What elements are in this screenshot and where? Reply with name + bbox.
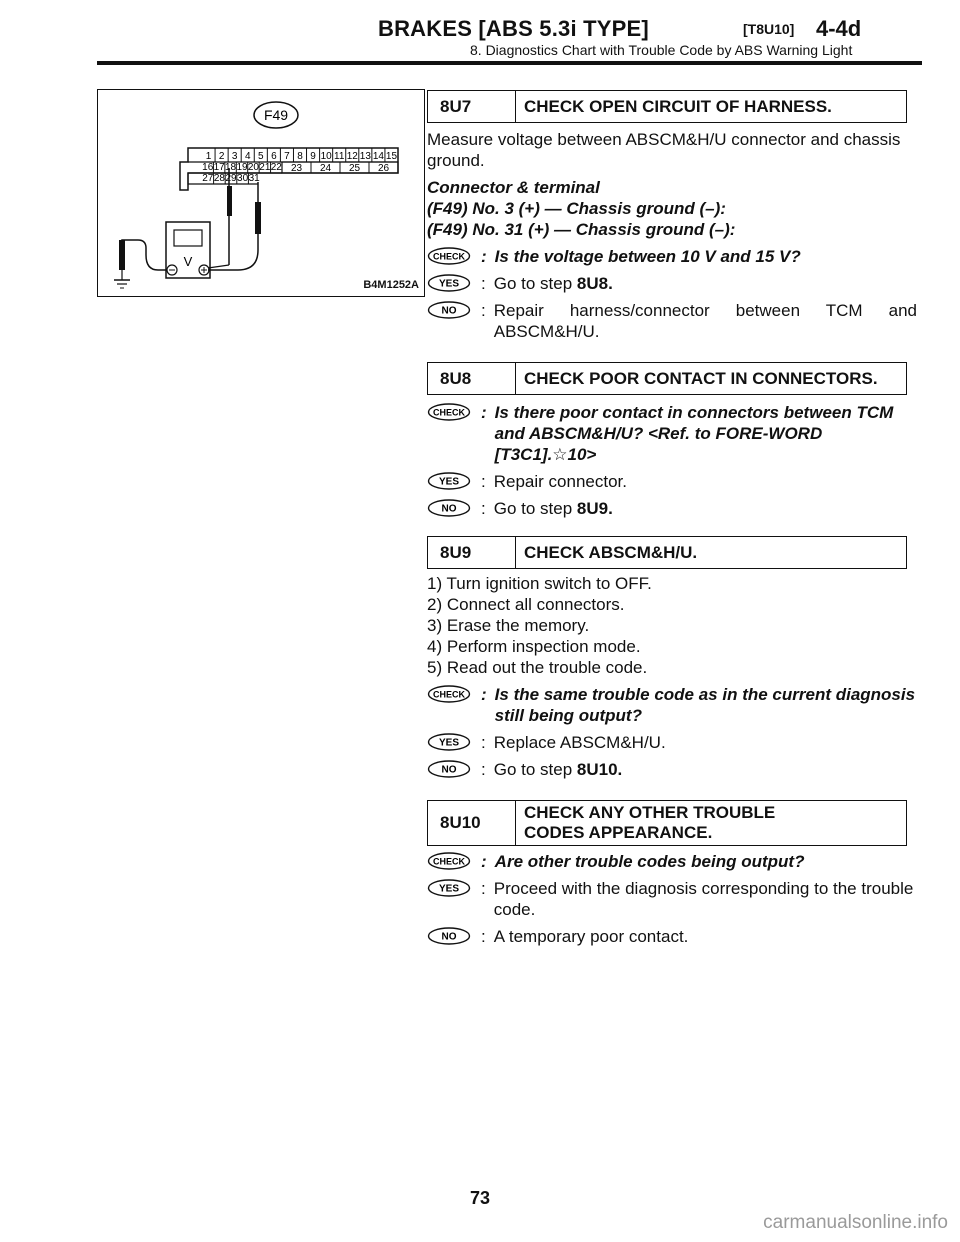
yes-row: YES : Go to step 8U8. xyxy=(427,273,917,294)
no-action: Go to step xyxy=(493,760,577,779)
connector-terminal-label: Connector & terminal xyxy=(427,178,600,197)
connector-pin-number: 24 xyxy=(319,163,332,174)
svg-text:CHECK: CHECK xyxy=(432,689,466,700)
yes-badge-icon xyxy=(427,733,471,751)
connector-pin-number: 27 xyxy=(202,173,214,184)
svg-text:CHECK: CHECK xyxy=(432,407,466,418)
list-item: 5) Read out the trouble code. xyxy=(427,658,648,677)
svg-text:NO: NO xyxy=(441,305,457,317)
connector-pin-number: 21 xyxy=(259,162,271,173)
step-number: 8U9 xyxy=(428,537,516,568)
connector-pin-number: 12 xyxy=(346,151,358,162)
list-item: 4) Perform inspection mode. xyxy=(427,637,641,656)
connector-pin-number: 14 xyxy=(372,151,384,162)
connector-pin-number: 9 xyxy=(310,151,316,162)
connector-pin-number: 8 xyxy=(297,151,303,162)
list-item: 1) Turn ignition switch to OFF. xyxy=(427,574,652,593)
yes-row: YES : Replace ABSCM&H/U. xyxy=(427,732,917,753)
svg-text:YES: YES xyxy=(438,476,460,488)
check-question: Are other trouble codes being output? xyxy=(494,852,805,871)
connector-pin-number: 5 xyxy=(258,151,264,162)
connector-pin-number: 15 xyxy=(385,151,398,162)
no-target: 8U9. xyxy=(576,499,613,518)
no-row: NO : A temporary poor contact. xyxy=(427,926,917,947)
connector-pin-number: 11 xyxy=(334,151,345,162)
no-action: Go to step xyxy=(493,499,577,518)
step-number: 8U10 xyxy=(428,801,516,845)
connector-pin-number: 18 xyxy=(225,162,237,173)
section-subtitle: 8. Diagnostics Chart with Trouble Code by ABS Warning Light xyxy=(470,42,853,58)
step-title: CHECK OPEN CIRCUIT OF HARNESS. xyxy=(524,96,832,116)
connector-pin-number: 2 xyxy=(218,151,225,162)
step-title: CHECK POOR CONTACT IN CONNECTORS. xyxy=(524,368,878,388)
procedure-list xyxy=(427,573,917,678)
check-question: Is the same trouble code as in the current diagnosis still being output? xyxy=(494,685,916,725)
connector-pin-number: 23 xyxy=(290,163,303,174)
connector-pin-number: 25 xyxy=(348,163,361,174)
header-rule xyxy=(97,61,922,65)
connector-pin-number: 29 xyxy=(225,173,237,184)
connector-pin-number: 6 xyxy=(271,151,277,162)
connector-pin-number: 26 xyxy=(377,163,390,174)
step-8u9 xyxy=(427,536,917,780)
check-row: CHECK : Is the same trouble code as in the current diagnosis still being output? xyxy=(427,684,917,726)
connector-diagram xyxy=(97,89,425,297)
check-badge-icon xyxy=(427,247,471,265)
connector-pin-number: 1 xyxy=(205,151,212,162)
no-action: A temporary poor contact. xyxy=(493,927,689,946)
step-8u10 xyxy=(427,800,917,947)
step-8u8 xyxy=(427,362,917,519)
yes-action: Repair connector. xyxy=(493,472,627,491)
no-badge-icon xyxy=(427,301,471,319)
connector-pin-number: 16 xyxy=(202,162,214,173)
connector-pin-number: 7 xyxy=(284,151,290,162)
check-row: CHECK : Is the voltage between 10 V and 15 V? xyxy=(427,246,917,267)
no-target: 8U10. xyxy=(576,760,623,779)
yes-action: Go to step xyxy=(493,274,577,293)
step-number: 8U7 xyxy=(428,91,516,122)
svg-text:CHECK: CHECK xyxy=(432,251,466,262)
watermark: carmanualsonline.info xyxy=(763,1212,948,1233)
connector-pin-number: 22 xyxy=(270,162,282,173)
connector-pin-number: 19 xyxy=(236,162,248,173)
connector-pin-number: 30 xyxy=(237,173,249,184)
check-badge-icon xyxy=(427,852,471,870)
check-row: CHECK : Is there poor contact in connectors between TCM and ABSCM&H/U? <Ref. to FORE-WORD [T3C1].☆10> xyxy=(427,402,917,465)
meter-v-label: V xyxy=(183,254,193,269)
no-row: NO : Go to step 8U9. xyxy=(427,498,917,519)
connector-diagram-drawing xyxy=(98,90,424,296)
step-title: CHECK ANY OTHER TROUBLE CODES APPEARANCE. xyxy=(524,803,776,842)
yes-action: Proceed with the diagnosis corresponding to the trouble code. xyxy=(493,879,914,919)
svg-text:YES: YES xyxy=(438,737,460,749)
yes-row: YES : Repair connector. xyxy=(427,471,917,492)
check-badge-icon xyxy=(427,685,471,703)
connector-pin-number: 10 xyxy=(320,151,332,162)
yes-action: Replace ABSCM&H/U. xyxy=(493,733,666,752)
check-row: CHECK : Are other trouble codes being output? xyxy=(427,851,917,872)
svg-text:NO: NO xyxy=(441,503,457,515)
step-title: CHECK ABSCM&H/U. xyxy=(524,542,698,562)
step-8u7 xyxy=(427,90,917,342)
yes-target: 8U8. xyxy=(576,274,613,293)
connector-pin-number: 13 xyxy=(359,151,371,162)
step-number: 8U8 xyxy=(428,363,516,394)
no-badge-icon xyxy=(427,760,471,778)
list-item: 3) Erase the memory. xyxy=(427,616,590,635)
page-number: 73 xyxy=(469,1188,491,1208)
page-header xyxy=(0,0,960,70)
yes-row: YES : Proceed with the diagnosis corresponding to the trouble code. xyxy=(427,878,917,920)
no-row: NO : Go to step 8U10. xyxy=(427,759,917,780)
no-badge-icon xyxy=(427,927,471,945)
list-item: 2) Connect all connectors. xyxy=(427,595,625,614)
connector-terminal-line: (F49) No. 3 (+) — Chassis ground (–): xyxy=(427,199,726,218)
yes-badge-icon xyxy=(427,274,471,292)
connector-pin-number: 3 xyxy=(231,151,238,162)
connector-terminal-line: (F49) No. 31 (+) — Chassis ground (–): xyxy=(427,220,736,239)
svg-text:CHECK: CHECK xyxy=(432,856,466,867)
section-title: BRAKES [ABS 5.3i TYPE] xyxy=(378,16,649,41)
svg-text:NO: NO xyxy=(441,931,457,943)
check-question: Is the voltage between 10 V and 15 V? xyxy=(494,247,801,266)
check-question: Is there poor contact in connectors between TCM and ABSCM&H/U? <Ref. to FORE-WORD [T3C1].☆10> xyxy=(494,403,894,464)
yes-badge-icon xyxy=(427,879,471,897)
section-page-number: 4-4d xyxy=(816,16,862,41)
figure-code: B4M1252A xyxy=(363,279,419,291)
no-row: NO : Repair harness/connector between TCM and ABSCM&H/U. xyxy=(427,300,917,342)
connector-pin-number: 28 xyxy=(213,173,225,184)
step-header xyxy=(427,800,907,846)
step-header xyxy=(427,536,907,569)
yes-badge-icon xyxy=(427,472,471,490)
section-code: [T8U10] xyxy=(743,21,795,37)
connector-pin-number: 20 xyxy=(247,162,259,173)
no-action: Repair harness/connector between TCM and ABSCM&H/U. xyxy=(493,301,917,341)
step-intro: Measure voltage between ABSCM&H/U connector and chassis ground. xyxy=(427,130,901,170)
svg-text:NO: NO xyxy=(441,764,457,776)
no-badge-icon xyxy=(427,499,471,517)
step-header xyxy=(427,362,907,395)
connector-pin-number: 31 xyxy=(248,173,260,184)
svg-text:YES: YES xyxy=(438,883,460,895)
svg-text:YES: YES xyxy=(438,278,460,290)
check-badge-icon xyxy=(427,403,471,421)
connector-pin-number: 17 xyxy=(213,162,225,173)
connector-label: F49 xyxy=(263,107,289,123)
connector-pin-number: 4 xyxy=(244,151,251,162)
step-header xyxy=(427,90,907,123)
